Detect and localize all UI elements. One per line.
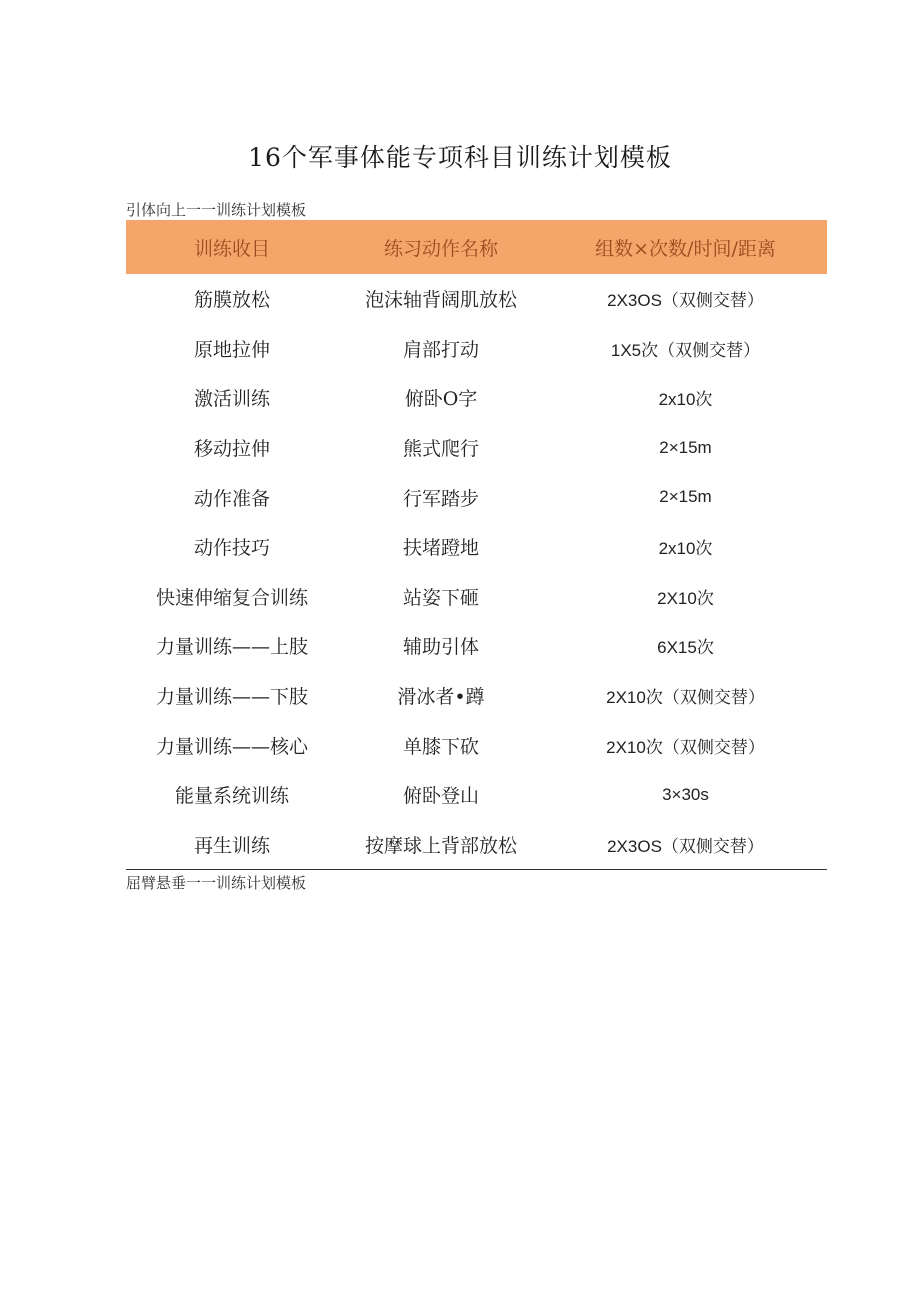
- exercise-name-cell: 扶堵蹬地: [402, 537, 479, 560]
- training-item-cell: 激活训练: [193, 388, 270, 411]
- table-row: [126, 621, 827, 671]
- exercise-name-cell: 泡沫轴背阔肌放松: [364, 289, 517, 312]
- exercise-name-cell: 肩部打动: [402, 338, 479, 361]
- table-row: [126, 373, 827, 423]
- training-item-cell: 动作技巧: [193, 537, 270, 560]
- exercise-name-cell: 俯卧O字: [404, 388, 478, 411]
- table-row: [126, 324, 827, 374]
- exercise-name-cell: 熊式爬行: [402, 438, 479, 461]
- table-row: [126, 423, 827, 473]
- exercise-name-cell: 站姿下砸: [402, 586, 479, 609]
- document-title: 16个军事体能专项科目训练计划模板: [248, 143, 672, 172]
- sets-reps-cell: 2X10次: [657, 588, 714, 608]
- training-item-cell: 再生训练: [126, 820, 338, 870]
- sets-reps-cell: 3×30s: [662, 784, 709, 804]
- sets-reps-cell: 2×15m: [659, 437, 712, 457]
- table-row: [126, 820, 827, 870]
- table-row: [126, 472, 827, 522]
- training-item-cell: 力量训练——上肢: [155, 636, 308, 659]
- training-item-cell: 原地拉伸: [193, 338, 270, 361]
- table-header-row: [126, 220, 827, 274]
- table-row: [126, 671, 827, 721]
- sets-reps-cell: 2x10次: [658, 539, 713, 559]
- section-caption-flexed-arm-hang: 屈臂悬垂一一训练计划模板: [126, 874, 307, 892]
- training-item-cell: 筋膜放松: [193, 289, 270, 312]
- sets-reps-cell: 2X3OS（双侧交替）: [544, 820, 827, 870]
- sets-reps-cell: 2x10次: [658, 390, 713, 410]
- exercise-name-cell: 辅助引体: [402, 636, 479, 659]
- training-item-cell: 动作准备: [193, 487, 270, 510]
- exercise-name-cell: 行军踏步: [402, 487, 479, 510]
- training-item-cell: 快速伸缩复合训练: [155, 586, 308, 609]
- sets-reps-cell: 6X15次: [657, 638, 714, 658]
- header-sets-reps: 组数×次数/时间/距离: [544, 220, 827, 274]
- training-item-cell: 力量训练——核心: [155, 735, 308, 758]
- section-caption-pullup: 引体向上一一训练计划模板: [126, 201, 307, 219]
- table-row: [126, 770, 827, 820]
- sets-reps-cell: 2X3OS（双侧交替）: [607, 291, 764, 311]
- training-item-cell: 移动拉伸: [193, 438, 270, 461]
- header-training-item: 训练收目: [126, 220, 338, 274]
- header-exercise-name: 练习动作名称: [338, 220, 544, 274]
- training-item-cell: 能量系统训练: [174, 785, 289, 808]
- sets-reps-cell: 2×15m: [659, 487, 712, 507]
- exercise-name-cell: 按摩球上背部放松: [338, 820, 544, 870]
- training-plan-table: [126, 220, 827, 870]
- table-row: [126, 522, 827, 572]
- training-item-cell: 力量训练——下肢: [155, 686, 308, 709]
- sets-reps-cell: 1X5次（双侧交替）: [610, 340, 761, 360]
- exercise-name-cell: 单膝下砍: [402, 735, 479, 758]
- sets-reps-cell: 2X10次（双侧交替）: [606, 737, 765, 757]
- exercise-name-cell: 俯卧登山: [402, 785, 479, 808]
- table-row: [126, 720, 827, 770]
- table-row: [126, 572, 827, 622]
- table-row: [126, 274, 827, 324]
- exercise-name-cell: 滑冰者•蹲: [397, 686, 485, 709]
- sets-reps-cell: 2X10次（双侧交替）: [606, 688, 765, 708]
